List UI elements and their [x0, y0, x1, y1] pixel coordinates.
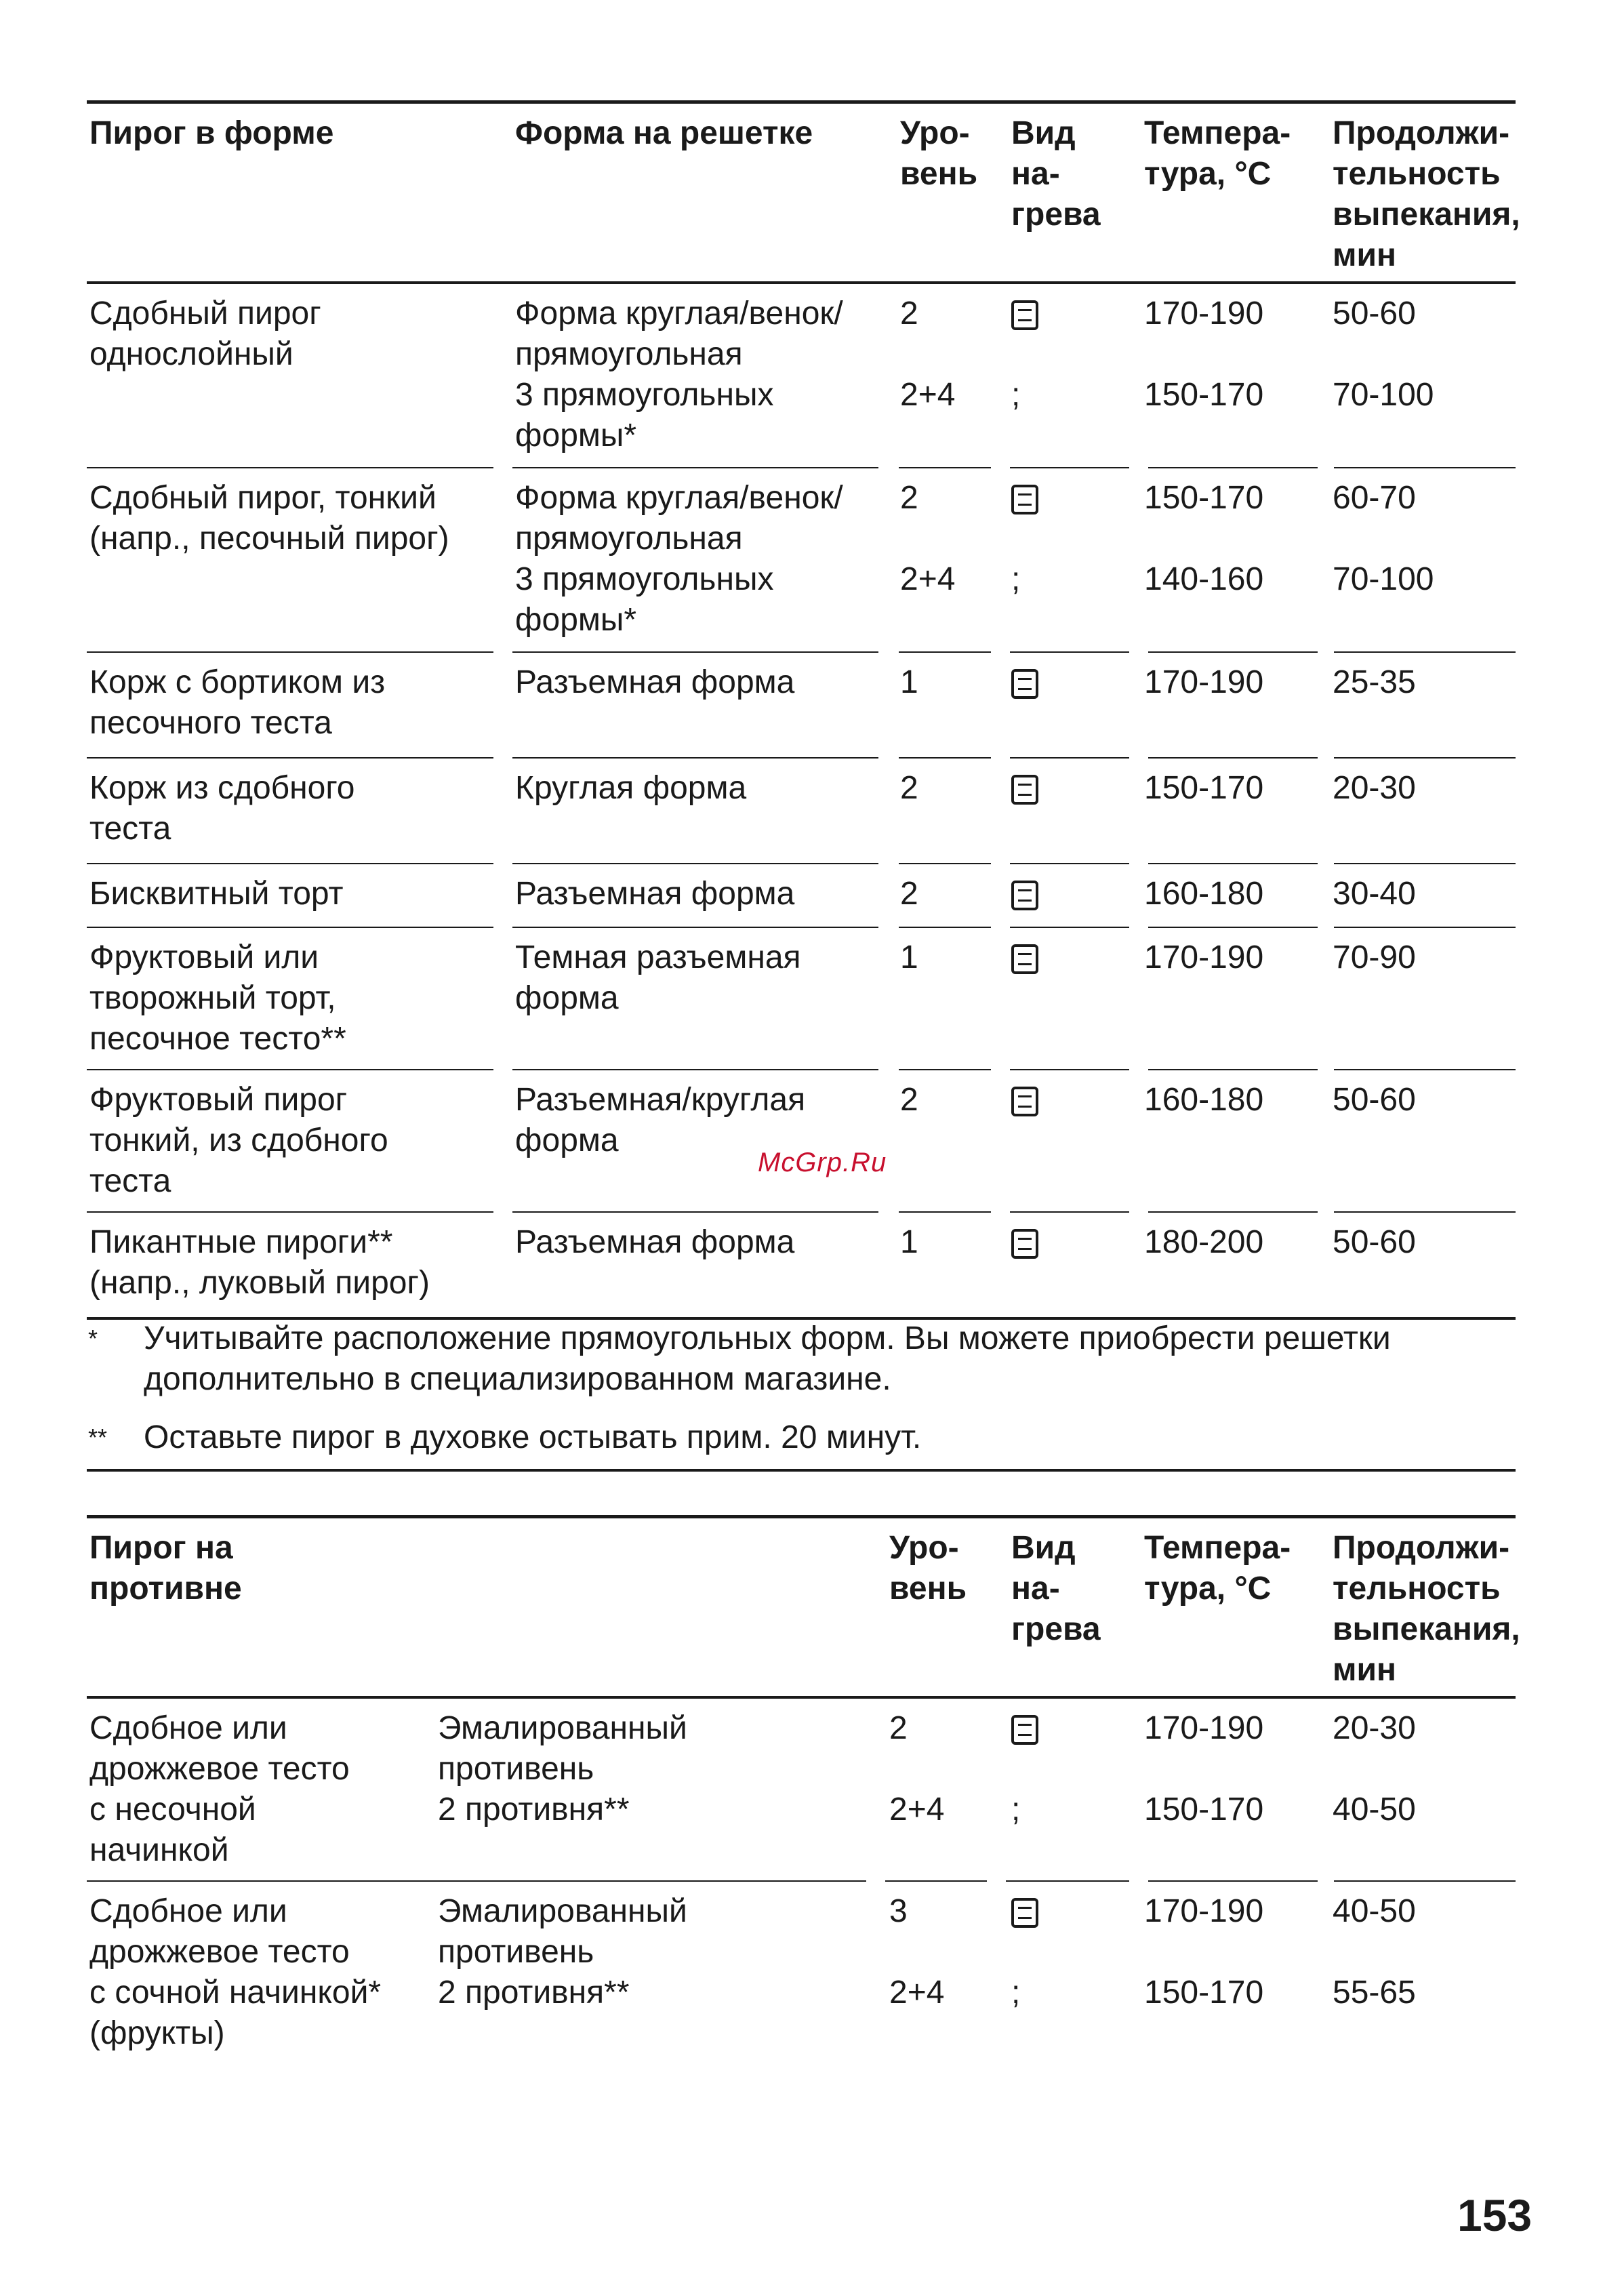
temp-primary: 170-190	[1144, 296, 1264, 331]
table-row	[87, 1213, 1516, 1320]
cake-name: Бисквитный торт	[89, 876, 344, 912]
header-duration: Продолжи- тельность выпекания, мин	[1333, 115, 1520, 273]
cake-name: Сдобный пирог, тонкий (напр., песочный пирог)	[89, 480, 449, 557]
form-primary: Разъемная форма	[515, 1224, 795, 1260]
cake-name: Сдобное или дрожжевое тесто с сочной начинкой* (фрукты)	[89, 1893, 382, 2051]
time-primary: 25-35	[1333, 664, 1416, 700]
temp-primary: 170-190	[1144, 1710, 1264, 1746]
time-secondary: 55-65	[1333, 1975, 1416, 2011]
level-primary: 2	[900, 770, 918, 806]
table-row	[87, 284, 1516, 468]
level-secondary: 2+4	[900, 561, 956, 597]
table-header	[87, 1518, 1520, 1699]
heat-mode	[1011, 1891, 1126, 1932]
form-primary: Форма круглая/венок/ прямоугольная	[515, 296, 843, 372]
table-row	[87, 468, 1516, 653]
baking-table-forms	[87, 100, 1520, 1320]
time-primary: 70-90	[1333, 940, 1416, 975]
time-primary: 20-30	[1333, 1710, 1416, 1746]
header-level: Уро- вень	[900, 115, 978, 192]
top-bottom-heat-icon	[1011, 1229, 1038, 1259]
time-primary: 20-30	[1333, 770, 1416, 806]
level-secondary: 2+4	[900, 377, 956, 413]
temp-primary: 160-180	[1144, 876, 1264, 912]
temp-primary: 150-170	[1144, 770, 1264, 806]
temp-primary: 160-180	[1144, 1082, 1264, 1118]
level-primary: 2	[900, 480, 918, 516]
level-primary: 2	[900, 1082, 918, 1118]
header-heating: Вид на- грева	[1011, 115, 1101, 233]
form-primary: Разъемная/круглая форма	[515, 1082, 806, 1158]
header-temperature: Темпера- тура, °С	[1144, 1530, 1291, 1607]
heat-mode	[1011, 1222, 1126, 1263]
heat-mode	[1011, 294, 1126, 334]
header-level: Уро- вень	[889, 1530, 967, 1607]
level-primary: 2	[900, 296, 918, 331]
form-primary: Форма круглая/венок/ прямоугольная	[515, 480, 843, 557]
footnote-mark: *	[88, 1325, 98, 1352]
top-bottom-heat-icon	[1011, 1087, 1038, 1116]
level-primary: 2	[889, 1710, 908, 1746]
table-header	[87, 104, 1520, 284]
table-row	[87, 653, 1516, 759]
heat-mode	[1011, 662, 1126, 703]
level-secondary: 2+4	[889, 1975, 945, 2011]
header-duration: Продолжи- тельность выпекания, мин	[1333, 1530, 1520, 1688]
top-bottom-heat-icon	[1011, 944, 1038, 974]
watermark: McGrp.Ru	[758, 1148, 887, 1177]
header-form: Форма на решетке	[515, 115, 813, 151]
temp-secondary: 140-160	[1144, 561, 1264, 597]
heat-mode-secondary: ;	[1011, 561, 1021, 597]
time-primary: 50-60	[1333, 1224, 1416, 1260]
form-secondary: 3 прямоугольных формы*	[515, 561, 774, 638]
level-primary: 1	[900, 664, 918, 700]
temp-primary: 170-190	[1144, 664, 1264, 700]
heat-mode	[1011, 478, 1126, 519]
top-bottom-heat-icon	[1011, 669, 1038, 699]
footnote-mark: **	[88, 1423, 108, 1451]
heat-mode	[1011, 1080, 1126, 1120]
time-primary: 50-60	[1333, 296, 1416, 331]
top-bottom-heat-icon	[1011, 485, 1038, 514]
footnotes-bottom-rule	[87, 1469, 1516, 1472]
table-row	[87, 864, 1516, 928]
form-primary: Темная разъемная форма	[515, 940, 801, 1016]
level-secondary: 2+4	[889, 1792, 945, 1827]
top-bottom-heat-icon	[1011, 1898, 1038, 1928]
header-cake-type: Пирог в форме	[89, 115, 334, 151]
temp-primary: 180-200	[1144, 1224, 1264, 1260]
heat-mode	[1011, 1708, 1126, 1749]
table-row	[87, 1882, 1516, 2065]
temp-secondary: 150-170	[1144, 1975, 1264, 2011]
time-primary: 40-50	[1333, 1893, 1416, 1929]
heat-mode-secondary: ;	[1011, 1792, 1021, 1827]
form-primary: Разъемная форма	[515, 876, 795, 912]
footnotes	[87, 1318, 1516, 1458]
form-primary: Эмалированный противень	[438, 1710, 687, 1787]
footnote	[87, 1318, 1516, 1400]
time-secondary: 70-100	[1333, 377, 1434, 413]
time-secondary: 40-50	[1333, 1792, 1416, 1827]
header-temperature: Темпера- тура, °С	[1144, 115, 1291, 192]
level-primary: 3	[889, 1893, 908, 1929]
page-number: 153	[1457, 2190, 1532, 2240]
cake-name: Сдобное или дрожжевое тесто с несочной начинкой	[89, 1710, 350, 1868]
table-row	[87, 759, 1516, 864]
temp-primary: 170-190	[1144, 940, 1264, 975]
temp-secondary: 150-170	[1144, 1792, 1264, 1827]
top-bottom-heat-icon	[1011, 1715, 1038, 1745]
cake-name: Сдобный пирог однослойный	[89, 296, 321, 372]
cake-name: Фруктовый или творожный торт, песочное тесто**	[89, 940, 346, 1057]
form-secondary: 2 противня**	[438, 1975, 630, 2011]
table-row	[87, 1699, 1516, 1882]
time-primary: 50-60	[1333, 1082, 1416, 1118]
level-primary: 1	[900, 1224, 918, 1260]
heat-mode-secondary: ;	[1011, 1975, 1021, 2011]
top-bottom-heat-icon	[1011, 775, 1038, 805]
footnote	[87, 1417, 1516, 1458]
heat-mode	[1011, 937, 1126, 978]
temp-primary: 170-190	[1144, 1893, 1264, 1929]
heat-mode	[1011, 874, 1126, 914]
heat-mode-secondary: ;	[1011, 377, 1021, 413]
top-bottom-heat-icon	[1011, 881, 1038, 910]
form-secondary: 2 противня**	[438, 1792, 630, 1827]
time-secondary: 70-100	[1333, 561, 1434, 597]
form-primary: Круглая форма	[515, 770, 747, 806]
cake-name: Корж с бортиком из песочного теста	[89, 664, 386, 741]
time-primary: 30-40	[1333, 876, 1416, 912]
form-primary: Разъемная форма	[515, 664, 795, 700]
temp-primary: 150-170	[1144, 480, 1264, 516]
top-bottom-heat-icon	[1011, 300, 1038, 330]
table-row	[87, 928, 1516, 1070]
table-row	[87, 1070, 1516, 1213]
form-primary: Эмалированный противень	[438, 1893, 687, 1970]
footnote-text: Учитывайте расположение прямоугольных форм. Вы можете приобрести решетки дополнительно в специализированном магазине.	[144, 1320, 1391, 1397]
cake-name: Пикантные пироги** (напр., луковый пирог)	[89, 1224, 430, 1301]
baking-table-trays	[87, 1515, 1520, 2065]
level-primary: 2	[900, 876, 918, 912]
temp-secondary: 150-170	[1144, 377, 1264, 413]
footnote-text: Оставьте пирог в духовке остывать прим. 20 минут.	[144, 1419, 922, 1455]
header-heating: Вид на- грева	[1011, 1530, 1101, 1647]
header-cake-type: Пирог на противне	[89, 1530, 242, 1607]
heat-mode	[1011, 768, 1126, 809]
level-primary: 1	[900, 940, 918, 975]
form-secondary: 3 прямоугольных формы*	[515, 377, 774, 453]
cake-name: Корж из сдобного теста	[89, 770, 355, 847]
cake-name: Фруктовый пирог тонкий, из сдобного теста	[89, 1082, 388, 1199]
time-primary: 60-70	[1333, 480, 1416, 516]
